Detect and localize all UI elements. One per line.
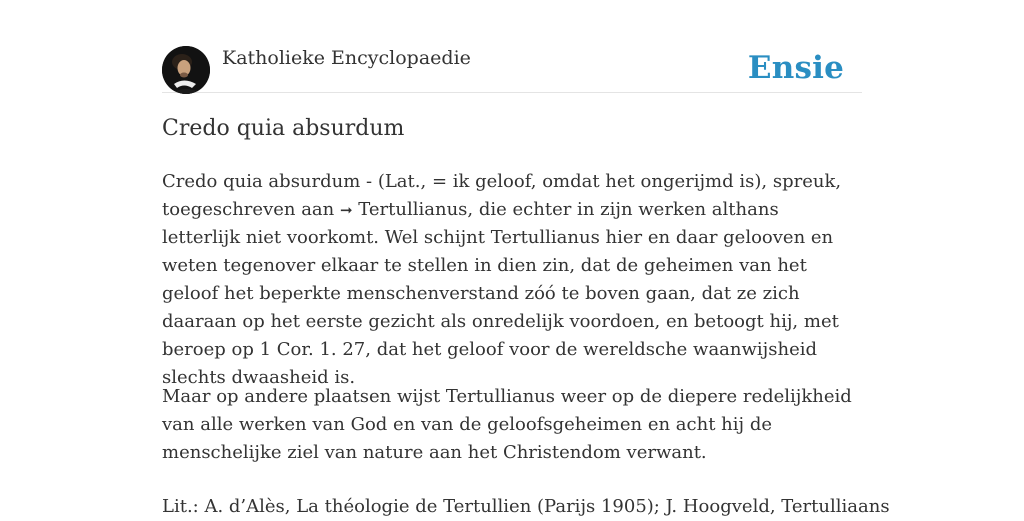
tertullianus-link[interactable]: Tertullianus	[358, 199, 468, 220]
header	[162, 46, 862, 93]
article-title: Credo quia absurdum	[162, 116, 405, 141]
arrow-right-icon: ➞	[339, 201, 353, 219]
source-name[interactable]: Katholieke Encyclopaedie	[222, 47, 471, 69]
paragraph-text: , die echter in zijn werken althans letterlijk niet voorkomt. Wel schijnt Tertullianus hier en daar gelooven en weten tegenover elkaar te stellen in dien zin, dat de geheimen van het geloof het beperkte menschenverstand zóó te boven gaan, dat ze zich daaraan op het eerste gezicht als onredelijk voordoen, en betoogt hij, met beroep op 1 Cor. 1. 27, dat het geloof voor de wereldsche waanwijsheid slechts dwaasheid is.	[162, 199, 839, 388]
article-paragraph	[162, 168, 862, 392]
article-paragraph: Maar op andere plaatsen wijst Tertullianus weer op de diepere redelijkheid van alle werken van God en van de geloofsgeheimen en acht hij de menschelijke ziel van nature aan het Christendom verwant.	[162, 386, 852, 463]
portrait-avatar-icon[interactable]	[162, 46, 210, 94]
paragraph-text: Credo quia absurdum - (Lat., = ik geloof, omdat het ongerijmd is), spreuk, toegeschreven aan	[162, 171, 842, 220]
portrait-image	[162, 46, 210, 94]
brand-logo[interactable]: Ensie	[747, 50, 844, 86]
literature-reference: Lit.: A. d’Alès, La théologie de Tertullien (Parijs 1905); J. Hoogveld, Tertulliaans	[162, 496, 890, 517]
